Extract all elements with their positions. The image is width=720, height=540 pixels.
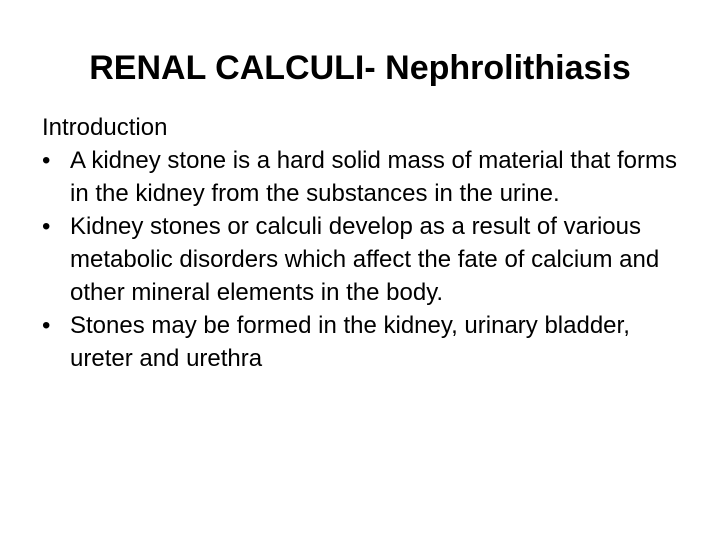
bullet-text-metabolic-disorders: Kidney stones or calculi develop as a result of various metabolic disorders which affect the fate of calcium and other mineral elements in the body. bbox=[70, 213, 660, 306]
bullet-marker: • bbox=[42, 147, 51, 174]
bullet-list bbox=[42, 144, 682, 375]
bullet-marker: • bbox=[42, 312, 51, 339]
bullet-item bbox=[42, 210, 682, 309]
intro-heading: Introduction bbox=[42, 114, 168, 141]
bullet-item bbox=[42, 144, 682, 210]
slide-body bbox=[42, 111, 682, 375]
bullet-item bbox=[42, 309, 682, 375]
slide-title: RENAL CALCULI- Nephrolithiasis bbox=[89, 49, 631, 87]
bullet-text-kidney-stone-definition: A kidney stone is a hard solid mass of material that forms in the kidney from the substances in the urine. bbox=[70, 147, 677, 207]
bullet-text-stone-locations: Stones may be formed in the kidney, urinary bladder, ureter and urethra bbox=[70, 312, 630, 372]
bullet-marker: • bbox=[42, 213, 51, 240]
